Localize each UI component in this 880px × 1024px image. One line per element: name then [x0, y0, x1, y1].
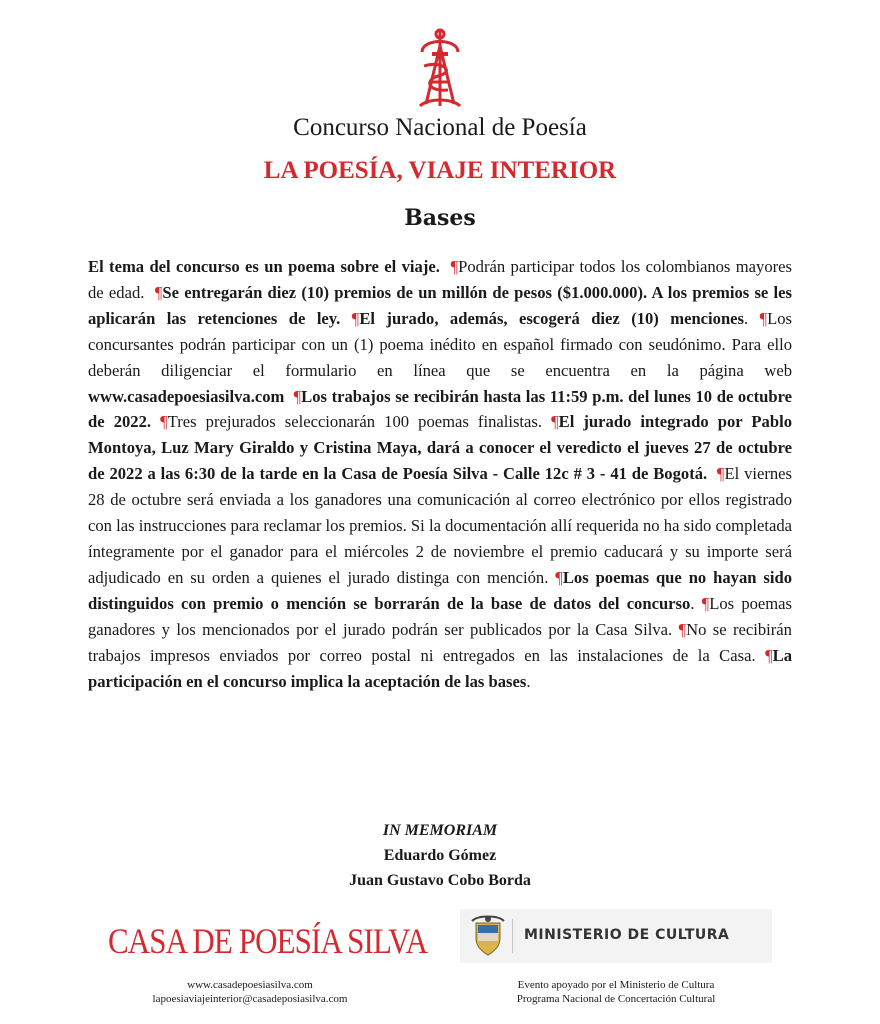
coat-of-arms-icon — [470, 915, 506, 957]
pilcrow: ¶ — [450, 257, 459, 276]
contest-title: Concurso Nacional de Poesía — [293, 114, 587, 141]
pilcrow: ¶ — [765, 645, 773, 665]
ministry-caption — [460, 978, 772, 1006]
memoriam-name: Eduardo Gómez — [383, 847, 497, 864]
website-text[interactable]: www.casadepoesiasilva.com — [187, 979, 313, 991]
rules-paragraph — [88, 254, 792, 694]
section-heading: Bases — [404, 205, 476, 231]
support-line: Evento apoyado por el Ministerio de Cultura — [517, 979, 715, 991]
rule-acceptance: La participación en el concurso implica la aceptación de las bases — [88, 645, 792, 691]
email-text[interactable]: lapoesiaviajeinterior@casadeposiasilva.com — [152, 993, 348, 1005]
pilcrow: ¶ — [716, 464, 725, 484]
rule-notification: El viernes 28 de octubre será enviada a los ganadores una comunicación al correo electrónico por ellos registrado con las instrucciones para reclamar los premios. Si la documentación allí requerida no ha sido completada íntegramente por el ganador para el miércoles 2 de noviembre el premio caducará y su importe será adjudicado en su orden a quienes el jurado distinga con mención. — [88, 464, 792, 587]
rule-deletion: Los poemas que no hayan sido distinguidos con premio o mención se borrarán de la base de datos del concurso — [88, 567, 792, 613]
pilcrow: ¶ — [154, 282, 163, 302]
rule-publication: Los poemas ganadores y los mencionados por el jurado podrán ser publicados por la Casa Silva. — [88, 593, 793, 639]
casa-poesia-silva-logo: CASA DE POESÍA SILVA — [108, 921, 428, 961]
pilcrow: ¶ — [351, 308, 360, 328]
website-link[interactable]: www.casadepoesiasilva.com — [88, 386, 285, 406]
memoriam-name: Juan Gustavo Cobo Borda — [349, 872, 531, 889]
rule-prizes: Se entregarán diez (10) premios de un millón de pesos ($1.000.000). A los premios se les aplicarán las retenciones de ley. — [88, 282, 792, 328]
pilcrow: ¶ — [759, 308, 768, 328]
casa-contact — [100, 978, 400, 1006]
ministry-name: MINISTERIO DE CULTURA — [524, 927, 730, 943]
memoriam-title: IN MEMORIAM — [382, 822, 498, 839]
monogram-logo-icon — [412, 26, 468, 112]
rule-mentions: El jurado, además, escogerá diez (10) menciones — [359, 308, 744, 328]
rule-no-print: No se recibirán trabajos impresos enviados por correo postal ni entregados en las instalaciones de la Casa. — [88, 619, 792, 665]
ministry-logo — [460, 909, 772, 963]
pilcrow: ¶ — [160, 412, 168, 432]
pilcrow: ¶ — [551, 412, 559, 432]
rule-theme: El tema del concurso es un poema sobre el viaje. — [88, 257, 440, 276]
in-memoriam — [0, 818, 880, 893]
pilcrow: ¶ — [555, 567, 563, 587]
rule-eligibility: Podrán participar todos los colombianos mayores de edad. — [88, 257, 792, 302]
pilcrow: ¶ — [293, 386, 302, 406]
contest-subtitle: LA POESÍA, VIAJE INTERIOR — [263, 157, 617, 184]
divider — [512, 919, 513, 953]
rule-prejury: Tres prejurados seleccionarán 100 poemas finalistas. — [167, 412, 542, 432]
period: . — [526, 671, 531, 691]
period: . — [744, 308, 749, 328]
rule-jury: El jurado integrado por Pablo Montoya, Luz Mary Giraldo y Cristina Maya, dará a conocer el veredicto el jueves 27 de octubre de 2022 a las 6:30 de la tarde en la Casa de Poesía Silva - Calle 12c # 3 - 41 de Bogotá. — [88, 412, 792, 484]
period: . — [690, 593, 695, 613]
pilcrow: ¶ — [678, 619, 687, 639]
support-line: Programa Nacional de Concertación Cultural — [516, 993, 716, 1005]
rule-deadline: Los trabajos se recibirán hasta las 11:59 p.m. del lunes 10 de octubre de 2022. — [88, 386, 793, 432]
pilcrow: ¶ — [701, 593, 710, 613]
rule-submission: Los concursantes podrán participar con un (1) poema inédito en español firmado con seudónimo. Para ello deberán diligenciar el formulario en línea que se encuentra en la página web — [88, 308, 793, 380]
